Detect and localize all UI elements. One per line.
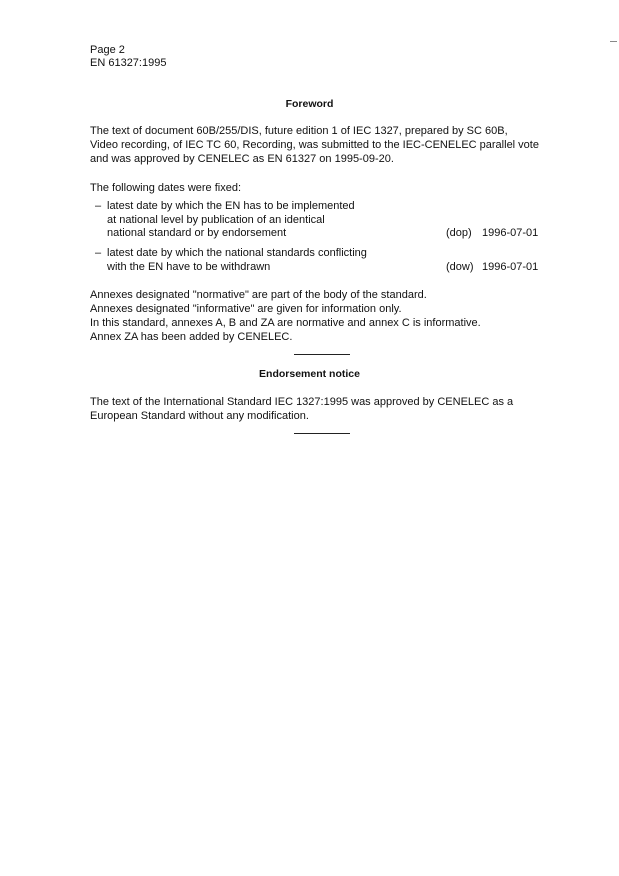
date-item-text [107,200,437,241]
foreword-intro [90,124,560,166]
dates-intro-text: The following dates were fixed: [90,182,242,194]
foreword-intro-line: Video recording, of IEC TC 60, Recording, was submitted to the IEC-CENELEC parallel vote [90,139,539,151]
date-code: (dow) [446,260,474,273]
list-dash: – [95,247,102,259]
annex-note-line: Annex ZA has been added by CENELEC. [90,331,293,343]
annex-note-line: In this standard, annexes A, B and ZA are normative and annex C is informative. [90,317,481,329]
annex-note-line: Annexes designated "normative" are part of the body of the standard. [90,289,427,301]
date-item-line: at national level by publication of an identical [107,213,325,226]
annex-notes [90,288,560,344]
section-divider [294,433,350,434]
list-dash: – [95,200,102,212]
page-header [90,44,166,70]
date-item-line: with the EN have to be withdrawn [107,260,271,273]
endorsement-title: Endorsement notice [259,368,360,380]
date-value: 1996-07-01 [482,227,539,239]
endorsement-text [90,395,560,423]
date-item-text [107,247,437,274]
date-item-dop [90,200,560,242]
page-number: Page 2 [90,44,125,56]
corner-mark [610,41,617,42]
date-item-line: latest date by which the national standards conflicting [107,247,367,259]
foreword-title: Foreword [285,98,334,110]
endorsement-line: The text of the International Standard IEC 1327:1995 was approved by CENELEC as a [90,396,514,408]
date-value: 1996-07-01 [482,260,539,273]
annex-note-line: Annexes designated "informative" are given for information only. [90,303,402,315]
date-item-line: latest date by which the EN has to be implemented [107,200,355,212]
foreword-intro-line: The text of document 60B/255/DIS, future edition 1 of IEC 1327, prepared by SC 60B, [90,125,508,137]
foreword-intro-line: and was approved by CENELEC as EN 61327 on 1995-09-20. [90,153,394,165]
endorsement-line: European Standard without any modification. [90,410,309,422]
date-item-dow [90,247,560,275]
date-item-line: national standard or by endorsement [107,227,287,239]
date-code: (dop) [446,227,472,239]
document-id: EN 61327:1995 [90,57,167,69]
section-divider [294,354,350,355]
dates-intro [90,181,560,195]
